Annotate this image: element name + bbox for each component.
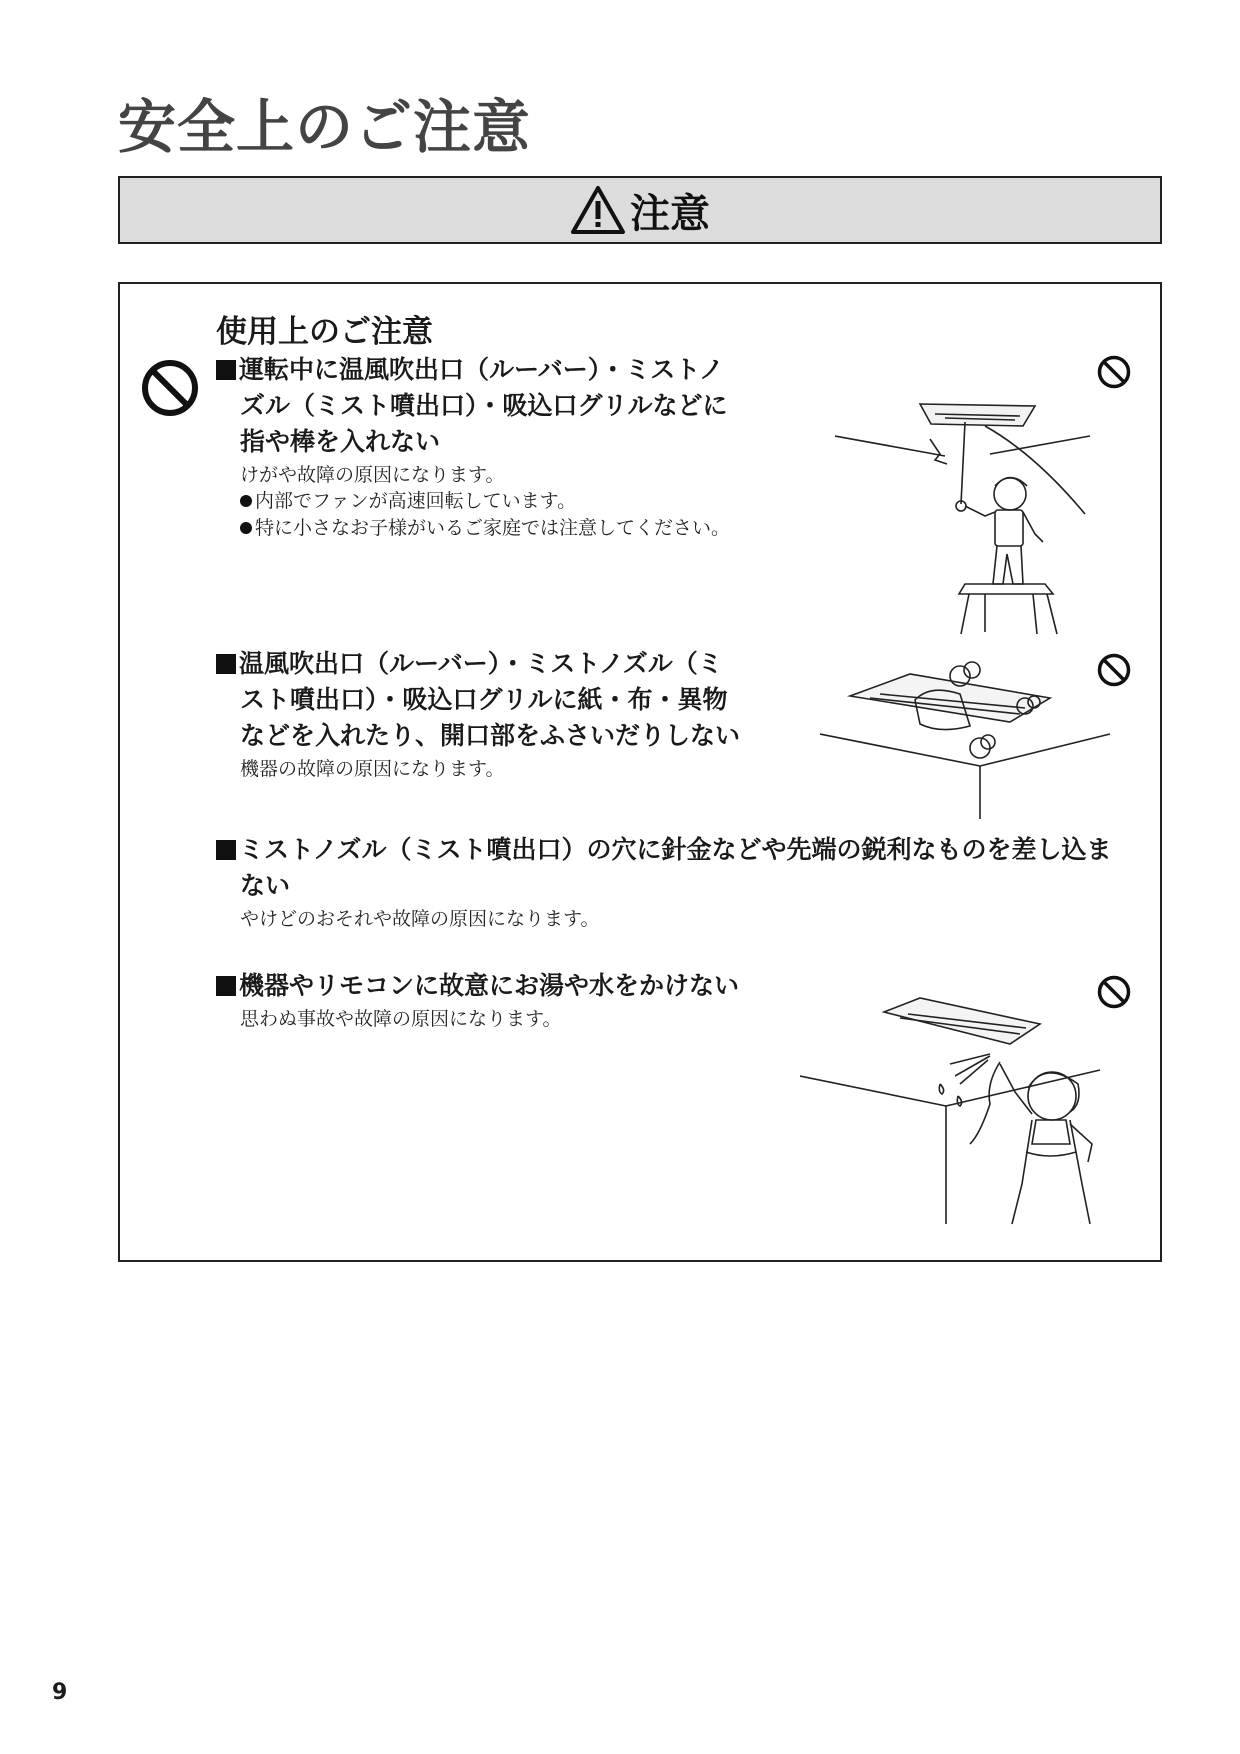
item-body: やけどのおそれや故障の原因になります。: [240, 908, 600, 930]
heading-line: ない: [240, 871, 291, 900]
item-body: 思わぬ事故や故障の原因になります。: [240, 1008, 562, 1030]
item-heading: [216, 352, 730, 460]
heading-line: 運転中に温風吹出口（ルーバー）・ミストノ: [239, 355, 724, 384]
child-poking-unit-illustration: [835, 394, 1115, 644]
square-bullet-icon: [216, 360, 236, 380]
bullet-item: [240, 515, 730, 542]
bullet-dot-icon: [240, 522, 252, 534]
caution-item: [216, 968, 739, 1032]
blocked-unit-illustration: [820, 654, 1120, 824]
item-heading: [216, 832, 1112, 904]
item-heading: [216, 968, 739, 1004]
prohibition-icon: [1096, 354, 1132, 390]
woman-spraying-water-illustration: [800, 984, 1120, 1234]
item-body: けがや故障の原因になります。: [240, 464, 505, 486]
square-bullet-icon: [216, 654, 236, 674]
heading-line: 温風吹出口（ルーバー）・ミストノズル（ミ: [239, 649, 723, 678]
bullet-item: [240, 488, 730, 515]
warning-triangle-icon: [570, 185, 626, 235]
prohibition-icon: [140, 358, 200, 418]
section-title: 使用上のご注意: [216, 314, 433, 350]
bullet-dot-icon: [240, 495, 252, 507]
bullet-text: 内部でファンが高速回転しています。: [255, 490, 577, 512]
caution-label: 注意: [630, 190, 710, 237]
bullet-text: 特に小さなお子様がいるご家庭では注意してください。: [255, 517, 731, 539]
heading-line: ズル（ミスト噴出口）・吸込口グリルなどに: [240, 391, 728, 420]
square-bullet-icon: [216, 840, 236, 860]
page-title: 安全上のご注意: [118, 93, 532, 161]
caution-content-box: [118, 282, 1162, 1262]
item-heading: [216, 646, 740, 754]
heading-line: ミストノズル（ミスト噴出口）の穴に針金などや先端の鋭利なものを差し込ま: [239, 835, 1112, 864]
heading-line: などを入れたり、開口部をふさいだりしない: [240, 721, 741, 750]
heading-line: 指や棒を入れない: [240, 427, 441, 456]
page-number: 9: [52, 1680, 68, 1705]
caution-item: [216, 832, 1112, 932]
caution-header: [118, 176, 1162, 244]
heading-line: 機器やリモコンに故意にお湯や水をかけない: [239, 971, 740, 1000]
item-body: 機器の故障の原因になります。: [240, 758, 505, 780]
caution-item: [216, 646, 740, 782]
heading-line: スト噴出口）・吸込口グリルに紙・布・異物: [240, 685, 728, 714]
caution-item: [216, 352, 730, 542]
square-bullet-icon: [216, 976, 236, 996]
